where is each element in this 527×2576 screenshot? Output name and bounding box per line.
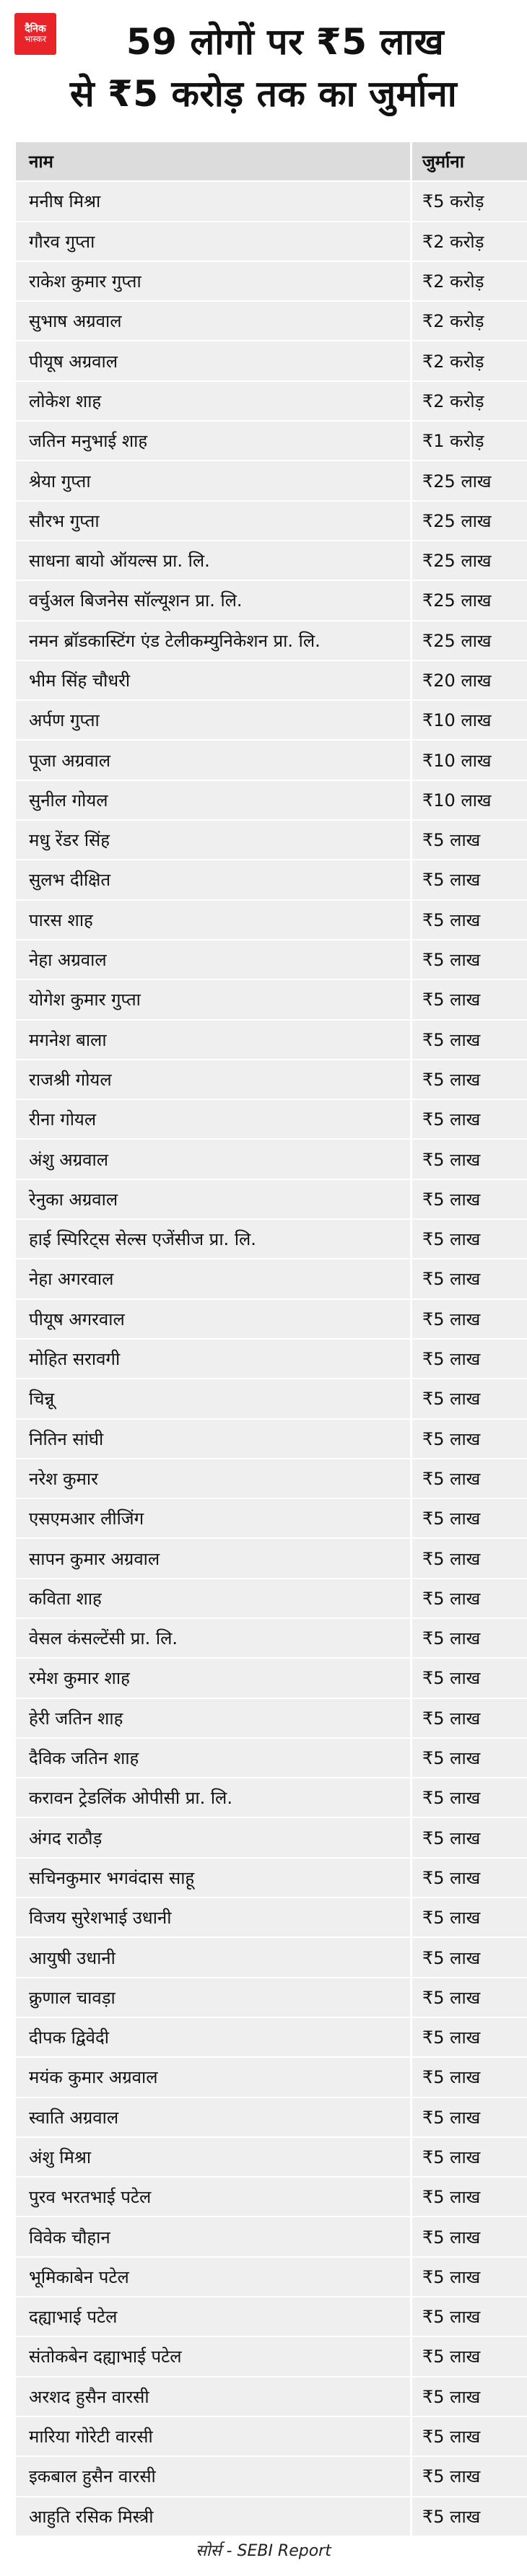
table-row bbox=[16, 1379, 527, 1418]
table-row bbox=[16, 1419, 527, 1459]
row-name: श्रेया गुप्ता bbox=[16, 460, 411, 500]
row-name: सापन कुमार अग्रवाल bbox=[16, 1538, 411, 1578]
table-header-row bbox=[16, 142, 527, 181]
row-name: मोहित सरावगी bbox=[16, 1339, 411, 1379]
row-fine: ₹20 लाख bbox=[411, 660, 527, 700]
logo-line-2: भास्कर bbox=[24, 34, 47, 45]
row-name: मयंक कुमार अग्रवाल bbox=[16, 2057, 411, 2097]
row-fine: ₹5 लाख bbox=[411, 979, 527, 1019]
row-fine: ₹5 लाख bbox=[411, 1020, 527, 1060]
row-fine: ₹5 लाख bbox=[411, 2137, 527, 2177]
row-fine: ₹5 लाख bbox=[411, 1099, 527, 1139]
row-name: इकबाल हुसैन वारसी bbox=[16, 2456, 411, 2496]
row-name: नितिन सांघी bbox=[16, 1419, 411, 1459]
row-name: सुलभ दीक्षित bbox=[16, 860, 411, 899]
table-row bbox=[16, 1817, 527, 1857]
row-fine: ₹5 लाख bbox=[411, 820, 527, 860]
table-row bbox=[16, 1498, 527, 1538]
row-fine: ₹10 लाख bbox=[411, 780, 527, 820]
row-fine: ₹2 करोड़ bbox=[411, 341, 527, 380]
row-fine: ₹5 लाख bbox=[411, 1817, 527, 1857]
row-fine: ₹5 लाख bbox=[411, 1898, 527, 1937]
table-row bbox=[16, 1778, 527, 1817]
table-row bbox=[16, 460, 527, 500]
table-row bbox=[16, 2497, 527, 2536]
row-name: नेहा अग्रवाल bbox=[16, 940, 411, 979]
row-fine: ₹5 लाख bbox=[411, 1738, 527, 1778]
table-row bbox=[16, 700, 527, 740]
table-row bbox=[16, 2416, 527, 2456]
table-row bbox=[16, 900, 527, 940]
row-fine: ₹2 करोड़ bbox=[411, 301, 527, 341]
table-row bbox=[16, 2297, 527, 2336]
row-fine: ₹2 करोड़ bbox=[411, 261, 527, 301]
row-name: सुनील गोयल bbox=[16, 780, 411, 820]
row-name: राकेश कुमार गुप्ता bbox=[16, 261, 411, 301]
table-row bbox=[16, 501, 527, 541]
row-fine: ₹5 लाख bbox=[411, 2377, 527, 2416]
row-name: साधना बायो ऑयल्स प्रा. लि. bbox=[16, 541, 411, 580]
table-row bbox=[16, 1658, 527, 1698]
table-row bbox=[16, 1459, 527, 1498]
row-fine: ₹25 लाख bbox=[411, 460, 527, 500]
header-name: नाम bbox=[16, 142, 411, 181]
table-row bbox=[16, 1579, 527, 1618]
page-title bbox=[0, 16, 527, 120]
row-name: पारस शाह bbox=[16, 900, 411, 940]
table-row bbox=[16, 820, 527, 860]
row-name: वर्चुअल बिजनेस सॉल्यूशन प्रा. लि. bbox=[16, 580, 411, 620]
table-row bbox=[16, 2097, 527, 2137]
table-row bbox=[16, 1738, 527, 1778]
row-name: पूजा अग्रवाल bbox=[16, 740, 411, 780]
fines-table bbox=[16, 142, 527, 2537]
row-fine: ₹5 लाख bbox=[411, 900, 527, 940]
table-row bbox=[16, 2177, 527, 2217]
table-row bbox=[16, 2257, 527, 2297]
row-fine: ₹5 लाख bbox=[411, 1379, 527, 1418]
row-fine: ₹5 लाख bbox=[411, 2057, 527, 2097]
row-fine: ₹5 लाख bbox=[411, 2097, 527, 2137]
row-fine: ₹5 लाख bbox=[411, 2456, 527, 2496]
table-row bbox=[16, 1858, 527, 1898]
row-name: वेसल कंसल्टेंसी प्रा. लि. bbox=[16, 1618, 411, 1658]
row-fine: ₹10 लाख bbox=[411, 700, 527, 740]
row-name: अरशद हुसैन वारसी bbox=[16, 2377, 411, 2416]
row-name: स्वाति अग्रवाल bbox=[16, 2097, 411, 2137]
row-fine: ₹5 लाख bbox=[411, 1179, 527, 1219]
row-fine: ₹5 लाख bbox=[411, 1219, 527, 1259]
table-row bbox=[16, 2456, 527, 2496]
row-name: दह्याभाई पटेल bbox=[16, 2297, 411, 2336]
table-row bbox=[16, 1618, 527, 1658]
row-name: संतोकबेन दह्याभाई पटेल bbox=[16, 2336, 411, 2376]
row-name: मधु रेंडर सिंह bbox=[16, 820, 411, 860]
table-row bbox=[16, 1099, 527, 1139]
row-name: चिन्नू bbox=[16, 1379, 411, 1418]
row-fine: ₹5 लाख bbox=[411, 1778, 527, 1817]
row-name: रमेश कुमार शाह bbox=[16, 1658, 411, 1698]
row-fine: ₹5 लाख bbox=[411, 2416, 527, 2456]
row-fine: ₹2 करोड़ bbox=[411, 222, 527, 261]
row-name: योगेश कुमार गुप्ता bbox=[16, 979, 411, 1019]
row-name: सौरभ गुप्ता bbox=[16, 501, 411, 541]
table-row bbox=[16, 1978, 527, 2017]
table-row bbox=[16, 1179, 527, 1219]
row-fine: ₹25 लाख bbox=[411, 621, 527, 660]
row-fine: ₹5 लाख bbox=[411, 1978, 527, 2017]
row-name: आहुति रसिक मिस्त्री bbox=[16, 2497, 411, 2536]
row-name: हाई स्पिरिट्स सेल्स एजेंसीज प्रा. लि. bbox=[16, 1219, 411, 1259]
row-fine: ₹5 लाख bbox=[411, 2217, 527, 2256]
table-row bbox=[16, 660, 527, 700]
row-name: नमन ब्रॉडकास्टिंग एंड टेलीकम्युनिकेशन प्रा. लि. bbox=[16, 621, 411, 660]
row-name: कविता शाह bbox=[16, 1579, 411, 1618]
row-fine: ₹5 लाख bbox=[411, 1299, 527, 1339]
row-fine: ₹5 लाख bbox=[411, 1658, 527, 1698]
row-fine: ₹5 लाख bbox=[411, 940, 527, 979]
row-fine: ₹5 लाख bbox=[411, 2497, 527, 2536]
row-name: आयुषी उधानी bbox=[16, 1937, 411, 1977]
row-name: अंशु अग्रवाल bbox=[16, 1139, 411, 1179]
table-row bbox=[16, 341, 527, 380]
title-line-2: से ₹5 करोड़ तक का जुर्माना bbox=[69, 73, 458, 115]
row-fine: ₹5 लाख bbox=[411, 1060, 527, 1099]
row-fine: ₹5 लाख bbox=[411, 860, 527, 899]
table-row bbox=[16, 1339, 527, 1379]
row-name: जतिन मनुभाई शाह bbox=[16, 421, 411, 460]
row-fine: ₹5 लाख bbox=[411, 1339, 527, 1379]
row-fine: ₹2 करोड़ bbox=[411, 381, 527, 421]
row-fine: ₹25 लाख bbox=[411, 580, 527, 620]
table-body bbox=[16, 181, 527, 2536]
table-row bbox=[16, 2017, 527, 2057]
table-row bbox=[16, 2336, 527, 2376]
table-row bbox=[16, 2057, 527, 2097]
row-name: दीपक द्विवेदी bbox=[16, 2017, 411, 2057]
row-name: पीयूष अगरवाल bbox=[16, 1299, 411, 1339]
row-name: नरेश कुमार bbox=[16, 1459, 411, 1498]
row-name: गौरव गुप्ता bbox=[16, 222, 411, 261]
row-fine: ₹5 करोड़ bbox=[411, 181, 527, 221]
row-name: पीयूष अग्रवाल bbox=[16, 341, 411, 380]
table-row bbox=[16, 1698, 527, 1738]
row-name: पुरव भरतभाई पटेल bbox=[16, 2177, 411, 2217]
row-fine: ₹5 लाख bbox=[411, 1858, 527, 1898]
row-fine: ₹5 लाख bbox=[411, 2297, 527, 2336]
row-fine: ₹5 लाख bbox=[411, 1698, 527, 1738]
row-name: मारिया गोरेटी वारसी bbox=[16, 2416, 411, 2456]
row-fine: ₹25 लाख bbox=[411, 501, 527, 541]
row-fine: ₹5 लाख bbox=[411, 1579, 527, 1618]
table-row bbox=[16, 541, 527, 580]
table-row bbox=[16, 181, 527, 221]
table-row bbox=[16, 780, 527, 820]
row-fine: ₹5 लाख bbox=[411, 1459, 527, 1498]
row-name: भीम सिंह चौधरी bbox=[16, 660, 411, 700]
table-row bbox=[16, 1259, 527, 1298]
table-row bbox=[16, 740, 527, 780]
table-row bbox=[16, 1299, 527, 1339]
row-name: अंशु मिश्रा bbox=[16, 2137, 411, 2177]
row-name: अंगद राठौड़ bbox=[16, 1817, 411, 1857]
title-line-1: 59 लोगों पर ₹5 लाख bbox=[126, 21, 445, 63]
table-row bbox=[16, 1937, 527, 1977]
row-name: सुभाष अग्रवाल bbox=[16, 301, 411, 341]
row-fine: ₹1 करोड़ bbox=[411, 421, 527, 460]
row-fine: ₹5 लाख bbox=[411, 1498, 527, 1538]
row-fine: ₹5 लाख bbox=[411, 2257, 527, 2297]
header bbox=[0, 0, 527, 141]
row-name: दैविक जतिन शाह bbox=[16, 1738, 411, 1778]
row-fine: ₹5 लाख bbox=[411, 1538, 527, 1578]
row-name: सचिनकुमार भगवंदास साहू bbox=[16, 1858, 411, 1898]
row-name: भूमिकाबेन पटेल bbox=[16, 2257, 411, 2297]
row-name: एसएमआर लीजिंग bbox=[16, 1498, 411, 1538]
table-row bbox=[16, 580, 527, 620]
table-row bbox=[16, 940, 527, 979]
row-name: रीना गोयल bbox=[16, 1099, 411, 1139]
table-row bbox=[16, 2137, 527, 2177]
row-name: लोकेश शाह bbox=[16, 381, 411, 421]
table-row bbox=[16, 2377, 527, 2416]
row-name: हेरी जतिन शाह bbox=[16, 1698, 411, 1738]
row-name: विजय सुरेशभाई उधानी bbox=[16, 1898, 411, 1937]
row-fine: ₹25 लाख bbox=[411, 541, 527, 580]
row-fine: ₹5 लाख bbox=[411, 2177, 527, 2217]
header-fine: जुर्माना bbox=[411, 142, 527, 181]
row-fine: ₹5 लाख bbox=[411, 1139, 527, 1179]
row-fine: ₹5 लाख bbox=[411, 2336, 527, 2376]
row-fine: ₹5 लाख bbox=[411, 1419, 527, 1459]
row-name: रेनुका अग्रवाल bbox=[16, 1179, 411, 1219]
table-row bbox=[16, 301, 527, 341]
row-name: विवेक चौहान bbox=[16, 2217, 411, 2256]
table-row bbox=[16, 1020, 527, 1060]
table-row bbox=[16, 1898, 527, 1937]
row-name: अर्पण गुप्ता bbox=[16, 700, 411, 740]
row-fine: ₹5 लाख bbox=[411, 1259, 527, 1298]
table-row bbox=[16, 2217, 527, 2256]
source-note: सोर्स - SEBI Report bbox=[196, 2542, 331, 2560]
table-row bbox=[16, 222, 527, 261]
row-name: नेहा अगरवाल bbox=[16, 1259, 411, 1298]
row-name: करावन ट्रेडलिंक ओपीसी प्रा. लि. bbox=[16, 1778, 411, 1817]
row-name: क्रुणाल चावड़ा bbox=[16, 1978, 411, 2017]
table-row bbox=[16, 421, 527, 460]
row-name: मनीष मिश्रा bbox=[16, 181, 411, 221]
row-fine: ₹5 लाख bbox=[411, 1937, 527, 1977]
row-name: मगनेश बाला bbox=[16, 1020, 411, 1060]
row-fine: ₹10 लाख bbox=[411, 740, 527, 780]
table-row bbox=[16, 1060, 527, 1099]
table-row bbox=[16, 979, 527, 1019]
row-fine: ₹5 लाख bbox=[411, 2017, 527, 2057]
row-fine: ₹5 लाख bbox=[411, 1618, 527, 1658]
table-row bbox=[16, 261, 527, 301]
table-row bbox=[16, 1139, 527, 1179]
table-row bbox=[16, 1538, 527, 1578]
table-row bbox=[16, 621, 527, 660]
table-row bbox=[16, 860, 527, 899]
table-row bbox=[16, 381, 527, 421]
row-name: राजश्री गोयल bbox=[16, 1060, 411, 1099]
table-row bbox=[16, 1219, 527, 1259]
logo-line-1: दैनिक bbox=[25, 22, 46, 35]
